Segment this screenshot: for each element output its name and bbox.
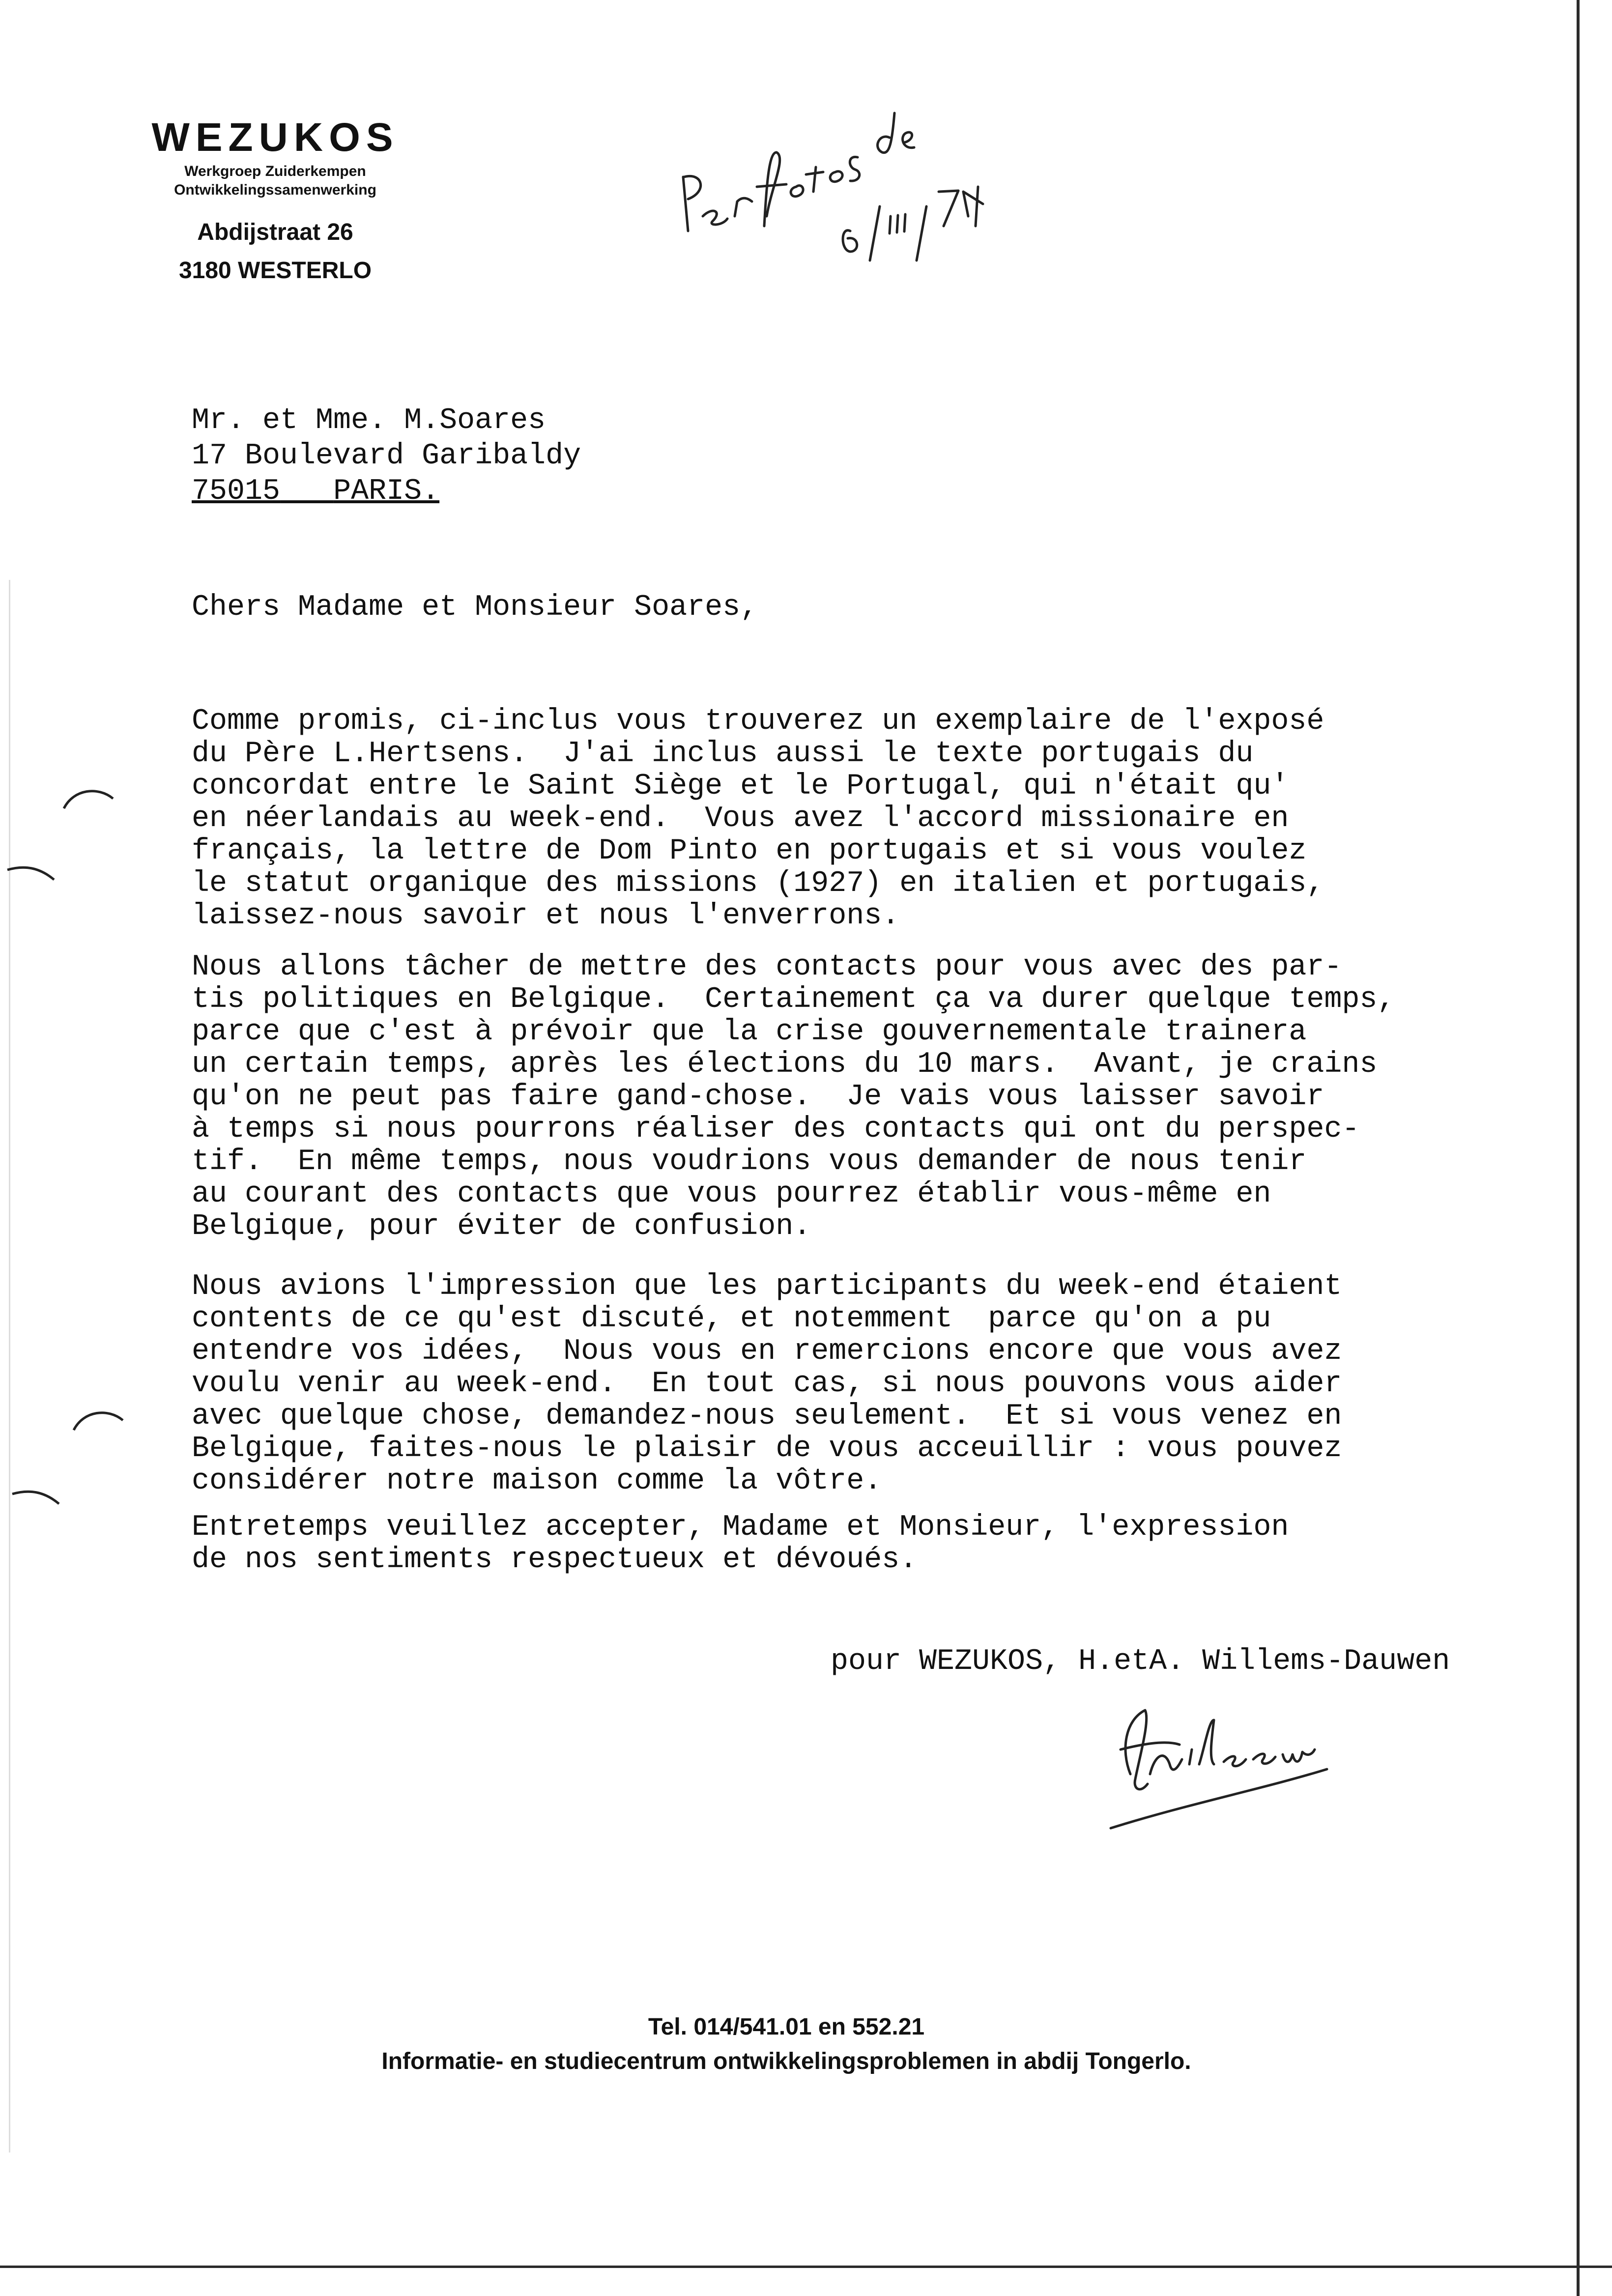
letterhead-subtitle-1: Werkgroep Zuiderkempen [184,163,366,179]
letterhead-org: WEZUKOS [151,115,399,160]
scan-edge-bottom [0,2266,1612,2268]
salutation: Chers Madame et Monsieur Soares, [192,591,758,624]
letterhead-city: 3180 WESTERLO [178,258,372,284]
paragraph-4: Entretemps veuillez accepter, Madame et Monsieur, l'expression de nos sentiments respectueux et dévoués. [192,1511,1289,1577]
letterhead-subtitle-2: Ontwikkelingssamenwerking [174,182,376,198]
scan-edge-right [1577,0,1580,2296]
paragraph-1: Comme promis, ci-inclus vous trouverez un exemplaire de l'exposé du Père L.Hertsens. J'ai inclus aussi le texte portugais du concordat entre le Saint Siège et le Portugal, qui n'était qu' en néerlandais au week-end. Vous avez l'accord missionaire en français, la lettre de Dom Pinto en portugais et si vous voulez le statut organique des missions (1927) en italien et portugais, laissez-nous savoir et nous l'enverrons. [192,705,1324,933]
recipient-name: Mr. et Mme. M.Soares [192,404,546,437]
closing-line: pour WEZUKOS, H.etA. Willems-Dauwen [831,1645,1450,1678]
recipient-address [192,403,1568,509]
letterhead [133,113,418,290]
letterhead-street: Abdijstraat 26 [197,219,353,245]
footer [197,2010,1376,2079]
paragraph-3: Nous avions l'impression que les participants du week-end étaient contents de ce qu'est discuté, et notemment parce qu'on a pu entendre vos idées, Nous vous en remercions encore que vous avez voulu venir au week-end. En tout cas, si nous pouvons vous aider avec quelque chose, demandez-nous seulement. Et si vous venez en Belgique, faites-nous le plaisir de vous acceuillir : vous pouvez considérer notre maison comme la vôtre. [192,1270,1342,1498]
footer-info: Informatie- en studiecentrum ontwikkelingsproblemen in abdij Tongerlo. [381,2048,1191,2074]
footer-telephone: Tel. 014/541.01 en 552.21 [648,2014,925,2040]
recipient-street: 17 Boulevard Garibaldy [192,439,581,473]
scan-shadow-left [9,580,10,2152]
recipient-postcode: 75015 [192,475,281,508]
paragraph-2: Nous allons tâcher de mettre des contacts pour vous avec des par- tis politiques en Belgique. Certainement ça va durer quelque temps, parce que c'est à prévoir que la crise gouvernementale trainera un certain temps, après les élections du 10 mars. Avant, je crains qu'on ne peut pas faire gand-chose. Je vais vous laisser savoir à temps si nous pourrons réaliser des contacts qui ont du perspec- tif. En même temps, nous voudrions vous demander de nous tenir au courant des contacts que vous pourrez établir vous-même en Belgique, pour éviter de confusion. [192,950,1395,1243]
handwritten-signature [1091,1691,1347,1838]
margin-mark-3 [69,1406,128,1435]
recipient-city: PARIS. [333,475,440,508]
margin-mark-2 [5,858,64,887]
handwritten-annotation [673,69,1008,275]
margin-mark-4 [10,1482,69,1511]
margin-mark-1 [59,784,118,813]
